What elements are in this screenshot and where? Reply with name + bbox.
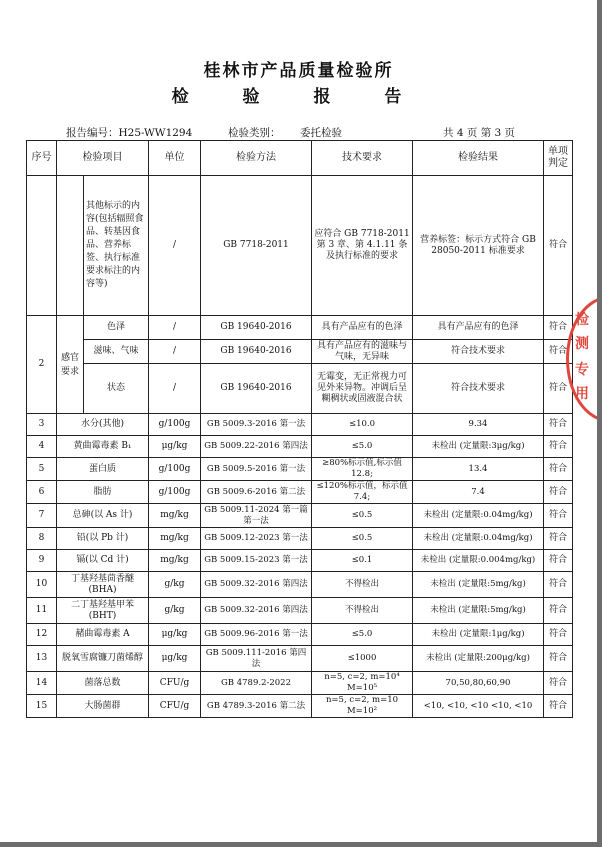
cell-seq: 10 — [27, 572, 57, 598]
cell-requirement: 不得检出 — [312, 598, 413, 624]
cell-verdict: 符合 — [544, 340, 573, 364]
cell-item: 滋味、气味 — [84, 340, 149, 364]
cell-unit: g/100g — [149, 481, 201, 504]
cell-method: GB 5009.12-2023 第一法 — [201, 528, 312, 550]
table-row — [27, 364, 573, 414]
cell-method: GB 19640-2016 — [201, 340, 312, 364]
cell-requirement: 具有产品应有的色泽 — [312, 316, 413, 340]
header-item: 检验项目 — [57, 141, 149, 176]
page-info: 共 4 页 第 3 页 — [443, 127, 516, 139]
cell-verdict: 符合 — [544, 598, 573, 624]
cell-item: 总砷(以 As 计) — [57, 504, 149, 528]
cell-item: 铅(以 Pb 计) — [57, 528, 149, 550]
cell-unit: mg/kg — [149, 550, 201, 572]
cell-result: 未检出 (定量限:200μg/kg) — [413, 646, 544, 672]
cell-method: GB 4789.2-2022 — [201, 672, 312, 695]
cell-verdict: 符合 — [544, 695, 573, 718]
cell-item: 赭曲霉毒素 A — [57, 624, 149, 646]
cell-requirement: 无霉变，无正常视力可见外来异物。冲调后呈糊稠状或固液混合状 — [312, 364, 413, 414]
cell-result: 符合技术要求 — [413, 364, 544, 414]
cell-requirement: ≤0.5 — [312, 504, 413, 528]
table-row — [27, 458, 573, 481]
viewer-background — [597, 0, 602, 847]
org-title: 桂林市产品质量检验所 — [203, 61, 394, 81]
table-row — [27, 672, 573, 695]
category-value: 委托检验 — [300, 127, 342, 139]
cell-result: 未检出 (定量限:1μg/kg) — [413, 624, 544, 646]
cell-requirement: ≤10.0 — [312, 414, 413, 436]
cell-seq: 12 — [27, 624, 57, 646]
table-row — [27, 316, 573, 340]
cell-result: 9.34 — [413, 414, 544, 436]
cell-seq: 13 — [27, 646, 57, 672]
table-row — [27, 340, 573, 364]
cell-method: GB 7718-2011 — [201, 176, 312, 316]
cell-requirement: 具有产品应有的滋味与气味，无异味 — [312, 340, 413, 364]
cell-item: 黄曲霉毒素 B₁ — [57, 436, 149, 458]
cell-item: 二丁基羟基甲苯 (BHT) — [57, 598, 149, 624]
cell-requirement: 不得检出 — [312, 572, 413, 598]
cell-result: <10, <10, <10 <10, <10 — [413, 695, 544, 718]
cell-requirement: n=5, c=2, m=10⁴ M=10⁵ — [312, 672, 413, 695]
cell-item: 色泽 — [84, 316, 149, 340]
table-row — [27, 504, 573, 528]
cell-result: 未检出 (定量限:0.04mg/kg) — [413, 528, 544, 550]
cell-seq: 9 — [27, 550, 57, 572]
cell-verdict: 符合 — [544, 481, 573, 504]
cell-seq: 11 — [27, 598, 57, 624]
cell-unit: CFU/g — [149, 695, 201, 718]
cell-result: 未检出 (定量限:0.04mg/kg) — [413, 504, 544, 528]
cell-result: 70,50,80,60,90 — [413, 672, 544, 695]
cell-requirement: ≤0.1 — [312, 550, 413, 572]
cell-item: 丁基羟基茴香醚 (BHA) — [57, 572, 149, 598]
cell-verdict: 符合 — [544, 646, 573, 672]
table-row — [27, 695, 573, 718]
report-number: 报告编号：H25-WW1294 — [66, 127, 193, 139]
header-requirement: 技术要求 — [312, 141, 413, 176]
cell-method: GB 5009.3-2016 第一法 — [201, 414, 312, 436]
cell-verdict: 符合 — [544, 364, 573, 414]
cell-unit: g/kg — [149, 598, 201, 624]
header-verdict: 单项判定 — [544, 141, 573, 176]
cell-item: 镉(以 Cd 计) — [57, 550, 149, 572]
cell-seq: 4 — [27, 436, 57, 458]
table-row — [27, 598, 573, 624]
cell-verdict: 符合 — [544, 436, 573, 458]
cell-unit: / — [149, 364, 201, 414]
cell-item: 蛋白质 — [57, 458, 149, 481]
table-row — [27, 572, 573, 598]
cell-seq: 5 — [27, 458, 57, 481]
cell-method: GB 5009.32-2016 第四法 — [201, 598, 312, 624]
cell-method: GB 5009.111-2016 第四法 — [201, 646, 312, 672]
cell-unit: μg/kg — [149, 624, 201, 646]
cell-seq: 3 — [27, 414, 57, 436]
cell-verdict: 符合 — [544, 572, 573, 598]
cell-result: 符合技术要求 — [413, 340, 544, 364]
cell-seq: 2 — [27, 316, 57, 414]
cell-unit: / — [149, 340, 201, 364]
cell-method: GB 5009.15-2023 第一法 — [201, 550, 312, 572]
seal-char: 用 — [575, 386, 589, 402]
category-label: 检验类别： — [228, 127, 281, 139]
cell-result: 未检出 (定量限:3μg/kg) — [413, 436, 544, 458]
table-row — [27, 414, 573, 436]
cell-verdict: 符合 — [544, 316, 573, 340]
cell-unit: μg/kg — [149, 436, 201, 458]
cell-item: 菌落总数 — [57, 672, 149, 695]
cell-seq: 14 — [27, 672, 57, 695]
cell-seq: 6 — [27, 481, 57, 504]
inspection-table — [26, 140, 573, 718]
cell-method: GB 5009.32-2016 第四法 — [201, 572, 312, 598]
cell-seq — [27, 176, 57, 316]
cell-unit: μg/kg — [149, 646, 201, 672]
header-unit: 单位 — [149, 141, 201, 176]
cell-unit: g/kg — [149, 572, 201, 598]
cell-item: 脱氧雪腐镰刀菌烯醇 — [57, 646, 149, 672]
cell-result: 未检出 (定量限:5mg/kg) — [413, 572, 544, 598]
table-row — [27, 528, 573, 550]
seal-char: 检 — [575, 312, 589, 328]
cell-requirement: ≤1000 — [312, 646, 413, 672]
cell-verdict: 符合 — [544, 504, 573, 528]
cell-verdict: 符合 — [544, 672, 573, 695]
cell-requirement: ≤5.0 — [312, 624, 413, 646]
header-result: 检验结果 — [413, 141, 544, 176]
cell-unit: mg/kg — [149, 528, 201, 550]
seal-char: 测 — [575, 336, 589, 352]
cell-method: GB 5009.96-2016 第一法 — [201, 624, 312, 646]
cell-requirement: n=5, c=2, m=10 M=10² — [312, 695, 413, 718]
cell-result: 13.4 — [413, 458, 544, 481]
cell-result: 具有产品应有的色泽 — [413, 316, 544, 340]
cell-method: GB 5009.6-2016 第二法 — [201, 481, 312, 504]
seal-char: 专 — [575, 362, 589, 378]
cell-blank — [57, 176, 84, 316]
cell-method: GB 19640-2016 — [201, 364, 312, 414]
cell-method: GB 5009.11-2024 第一篇 第一法 — [201, 504, 312, 528]
doc-title: 检 验 报 告 — [171, 87, 426, 107]
table-row — [27, 481, 573, 504]
cell-unit: / — [149, 316, 201, 340]
table-row — [27, 646, 573, 672]
cell-verdict: 符合 — [544, 550, 573, 572]
cell-seq: 7 — [27, 504, 57, 528]
cell-result: 未检出 (定量限:5mg/kg) — [413, 598, 544, 624]
cell-group: 感官要求 — [57, 316, 84, 414]
cell-unit: / — [149, 176, 201, 316]
cell-result: 未检出 (定量限:0.004mg/kg) — [413, 550, 544, 572]
cell-verdict: 符合 — [544, 528, 573, 550]
cell-method: GB 5009.5-2016 第一法 — [201, 458, 312, 481]
cell-seq: 8 — [27, 528, 57, 550]
table-row — [27, 550, 573, 572]
header-seq: 序号 — [27, 141, 57, 176]
table-header-row — [27, 141, 573, 176]
cell-verdict: 符合 — [544, 176, 573, 316]
cell-method: GB 19640-2016 — [201, 316, 312, 340]
cell-unit: g/100g — [149, 414, 201, 436]
cell-requirement: 应符合 GB 7718-2011 第 3 章、第 4.1.11 条及执行标准的要求 — [312, 176, 413, 316]
cell-requirement: ≤120%标示值，标示值 7.4; — [312, 481, 413, 504]
cell-method: GB 5009.22-2016 第四法 — [201, 436, 312, 458]
cell-method: GB 4789.3-2016 第二法 — [201, 695, 312, 718]
cell-item: 脂肪 — [57, 481, 149, 504]
cell-item: 其他标示的内容(包括辐照食品、转基因食品、营养标签、执行标准要求标注的内容等) — [84, 176, 149, 316]
cell-unit: mg/kg — [149, 504, 201, 528]
cell-verdict: 符合 — [544, 624, 573, 646]
cell-requirement: ≤0.5 — [312, 528, 413, 550]
cell-item: 大肠菌群 — [57, 695, 149, 718]
cell-unit: g/100g — [149, 458, 201, 481]
cell-verdict: 符合 — [544, 414, 573, 436]
cell-result: 营养标签：标示方式符合 GB 28050-2011 标准要求 — [413, 176, 544, 316]
cell-seq: 15 — [27, 695, 57, 718]
table-row — [27, 436, 573, 458]
table-row — [27, 624, 573, 646]
cell-requirement: ≤5.0 — [312, 436, 413, 458]
table-row — [27, 176, 573, 316]
cell-item: 状态 — [84, 364, 149, 414]
cell-item: 水分(其他) — [57, 414, 149, 436]
cell-verdict: 符合 — [544, 458, 573, 481]
cell-requirement: ≥80%标示值,标示值 12.8; — [312, 458, 413, 481]
cell-unit: CFU/g — [149, 672, 201, 695]
cell-result: 7.4 — [413, 481, 544, 504]
header-method: 检验方法 — [201, 141, 312, 176]
